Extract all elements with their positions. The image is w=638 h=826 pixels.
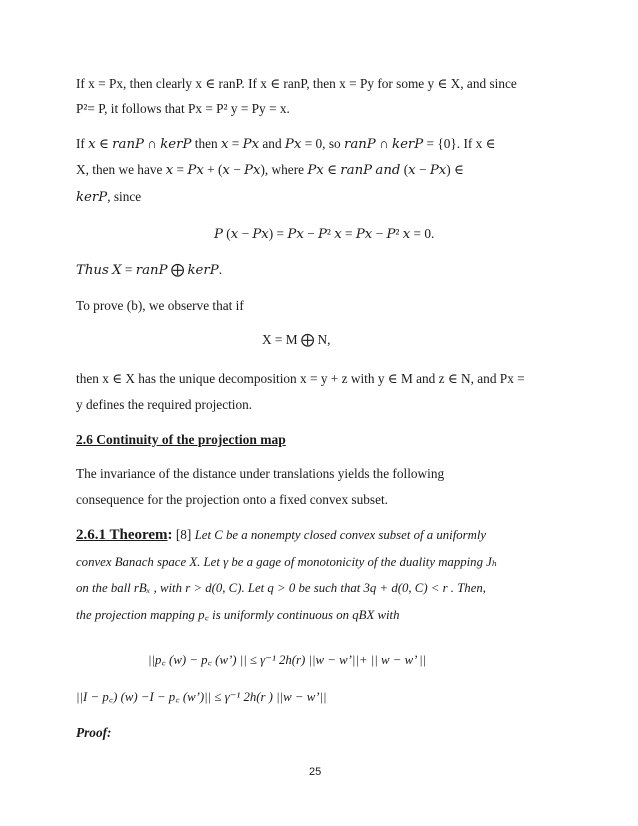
paragraph-line: consequence for the projection onto a fixed convex subset. — [76, 492, 389, 507]
paragraph-line: 𝑘𝑒𝑟𝑃, since — [76, 189, 142, 204]
paragraph-line: X, then we have 𝑥 = 𝑃𝑥 + (𝑥 − 𝑃𝑥), where 𝑃𝑥 ∈ 𝑟𝑎𝑛𝑃 𝑎𝑛𝑑 (𝑥 − 𝑃𝑥) ∈ — [76, 162, 464, 177]
theorem-reference: [8] — [172, 527, 195, 542]
theorem-line: on the ball rBₓ , with r > d(0, C). Let q > 0 be such that 3q + d(0, C) < r . Then, — [76, 581, 486, 595]
theorem-line: convex Banach space X. Let γ be a gage of monotonicity of the duality mapping Jₕ — [76, 555, 498, 569]
theorem-line — [76, 527, 486, 543]
paragraph-line: The invariance of the distance under translations yields the following — [76, 466, 445, 481]
theorem-inequality: ||p꜀ (w) − p꜀ (w’) || ≤ γ⁻¹ 2h(r) ||w − w’||+ || w − w’ || — [148, 653, 427, 667]
proof-label: Proof: — [76, 725, 112, 740]
conclusion-line: 𝑇ℎ𝑢𝑠 𝑋 = 𝑟𝑎𝑛𝑃 ⨁ 𝑘𝑒𝑟𝑃. — [76, 262, 223, 277]
theorem-text: Let C be a nonempty closed convex subset of a uniformly — [194, 528, 487, 542]
display-equation: X = M ⨁ N, — [262, 332, 331, 347]
theorem-line: the projection mapping p꜀ is uniformly continuous on qBX with — [76, 608, 400, 622]
paragraph-line: y defines the required projection. — [76, 397, 253, 412]
display-equation: 𝑃 (𝑥 − 𝑃𝑥) = 𝑃𝑥 − 𝑃² 𝑥 = 𝑃𝑥 − 𝑃² 𝑥 = 0. — [214, 226, 435, 241]
paragraph-line: If 𝑥 ∈ 𝑟𝑎𝑛𝑃 ∩ 𝑘𝑒𝑟𝑃 then 𝑥 = 𝑃𝑥 and 𝑃𝑥 = 0, so 𝑟𝑎𝑛𝑃 ∩ 𝑘𝑒𝑟𝑃 = {0}. If x ∈ — [76, 136, 496, 151]
paragraph-line: then x ∈ X has the unique decomposition x = y + z with y ∈ M and z ∈ N, and Px = — [76, 371, 525, 386]
page-number: 25 — [309, 766, 322, 778]
paragraph-line: P²= P, it follows that Px = P² y = Py = x. — [76, 101, 290, 116]
paragraph-line: To prove (b), we observe that if — [76, 298, 244, 313]
theorem-colon: : — [167, 527, 173, 543]
theorem-inequality: ||I − p꜀) (w) −I − p꜀ (w’)|| ≤ γ⁻¹ 2h(r ) ||w − w’|| — [76, 690, 327, 704]
theorem-label: 2.6.1 Theorem — [76, 527, 168, 543]
paragraph-line: If x = Px, then clearly x ∈ ranP. If x ∈ ranP, then x = Py for some y ∈ X, and since — [76, 76, 517, 91]
section-heading: 2.6 Continuity of the projection map — [76, 432, 286, 447]
